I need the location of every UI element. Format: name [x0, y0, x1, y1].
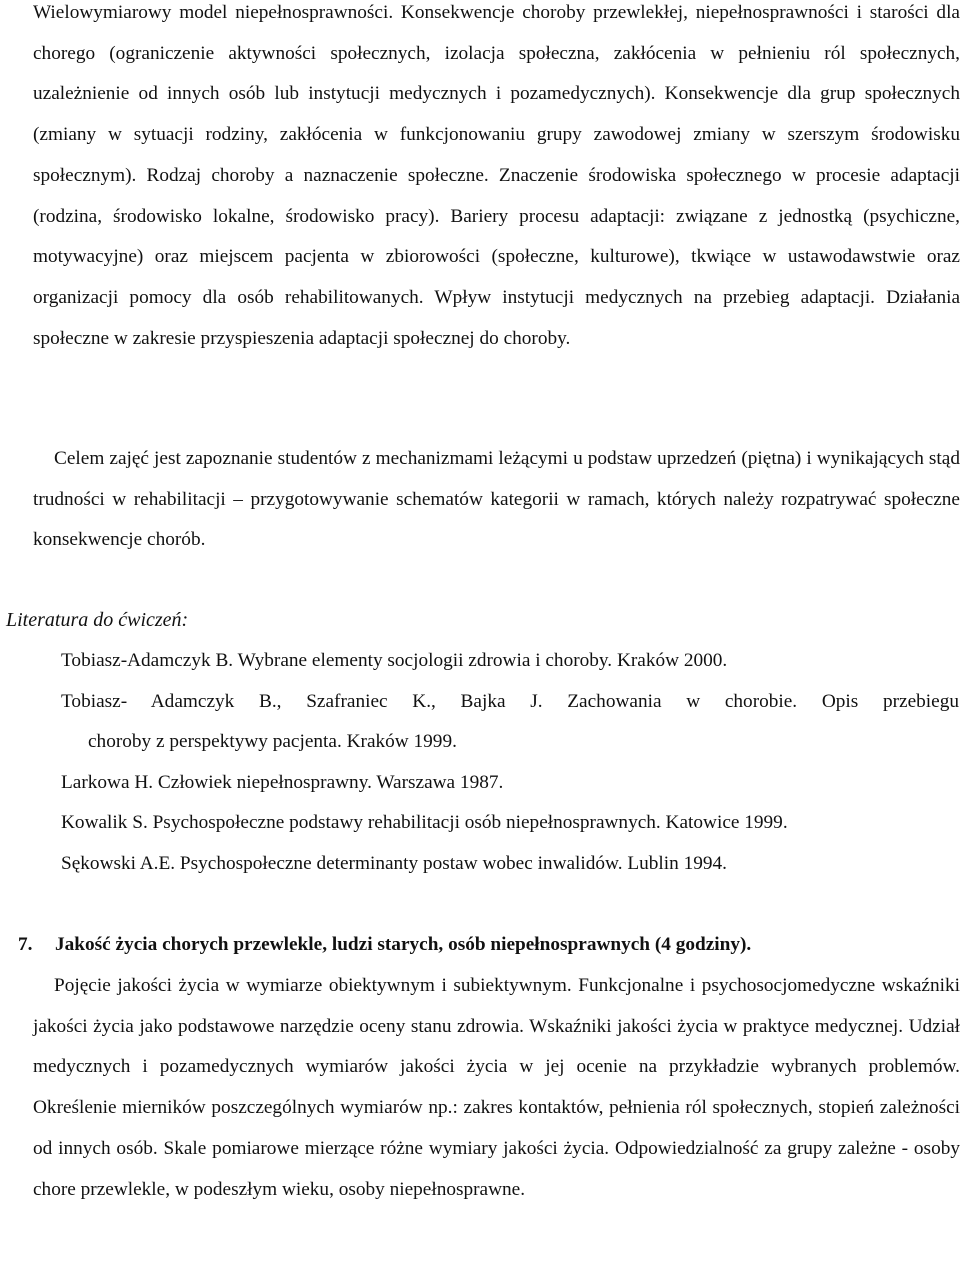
literature-ref-5: Sękowski A.E. Psychospołeczne determinanty postaw wobec inwalidów. Lublin 1994. [61, 853, 727, 874]
literature-ref-3: Larkowa H. Człowiek niepełnosprawny. Warszawa 1987. [61, 772, 504, 793]
literature-heading: Literatura do ćwiczeń: [6, 609, 189, 631]
section-7-heading [18, 925, 751, 965]
paragraph-adaptation-consequences: Wielowymiarowy model niepełnosprawności. Konsekwencje choroby przewlekłej, niepełnosprawności i starości dla chorego (ograniczenie aktywności społecznych, izolacja społeczna, zakłócenia w pełnieniu ról społecznych, uzależnienie od innych osób lub instytucji medycznych i pozamedycznych). Konsekwencje dla grup społecznych (zmiany w sytuacji rodziny, zakłócenia w funkcjonowaniu grupy zawodowej zmiany w szerszym środowisku społecznym). Rodzaj choroby a naznaczenie społeczne. Znaczenie środowiska społecznego w procesie adaptacji (rodzina, środowisko lokalne, środowisko pracy). Bariery procesu adaptacji: związane z jednostką (psychiczne, motywacyjne) oraz miejscem pacjenta w zbiorowości (społeczne, kulturowe), tkwiące w ustawodawstwie oraz organizacji pomocy dla osób rehabilitowanych. Wpływ instytucji medycznych na przebieg adaptacji. Działania społeczne w zakresie przyspieszenia adaptacji społecznej do choroby. [33, 2, 960, 349]
paragraph-course-aim: Celem zajęć jest zapoznanie studentów z mechanizmami leżącymi u podstaw uprzedzeń (piętna) i wynikających stąd trudności w rehabilitacji – przygotowywanie schematów kategorii w ramach, których należy rozpatrywać społeczne konsekwencje chorób. [33, 448, 960, 551]
section-number: 7. [18, 934, 33, 955]
literature-ref-4: Kowalik S. Psychospołeczne podstawy rehabilitacji osób niepełnosprawnych. Katowice 1999. [61, 812, 788, 833]
literature-ref-2: Tobiasz- Adamczyk B., Szafraniec K., Bajka J. Zachowania w chorobie. Opis przebiegu [61, 691, 959, 712]
literature-ref-2-continuation: choroby z perspektywy pacjenta. Kraków 1999. [88, 731, 457, 752]
section-title: Jakość życia chorych przewlekle, ludzi starych, osób niepełnosprawnych (4 godziny). [55, 934, 752, 955]
paragraph-quality-of-life: Pojęcie jakości życia w wymiarze obiektywnym i subiektywnym. Funkcjonalne i psychosocjomedyczne wskaźniki jakości życia jako podstawowe narzędzie oceny stanu zdrowia. Wskaźniki jakości życia w praktyce medycznej. Udział medycznych i pozamedycznych wymiarów jakości życia w jej ocenie na przykładzie wybranych problemów. Określenie mierników poszczególnych wymiarów np.: zakres kontaktów, pełnienia ról społecznych, stopień zależności od innych osób. Skale pomiarowe mierzące różne wymiary jakości życia. Odpowiedzialność za grupy zależne - osoby chore przewlekle, w podeszłym wieku, osoby niepełnosprawne. [33, 975, 960, 1200]
literature-ref-1: Tobiasz-Adamczyk B. Wybrane elementy socjologii zdrowia i choroby. Kraków 2000. [61, 650, 728, 671]
